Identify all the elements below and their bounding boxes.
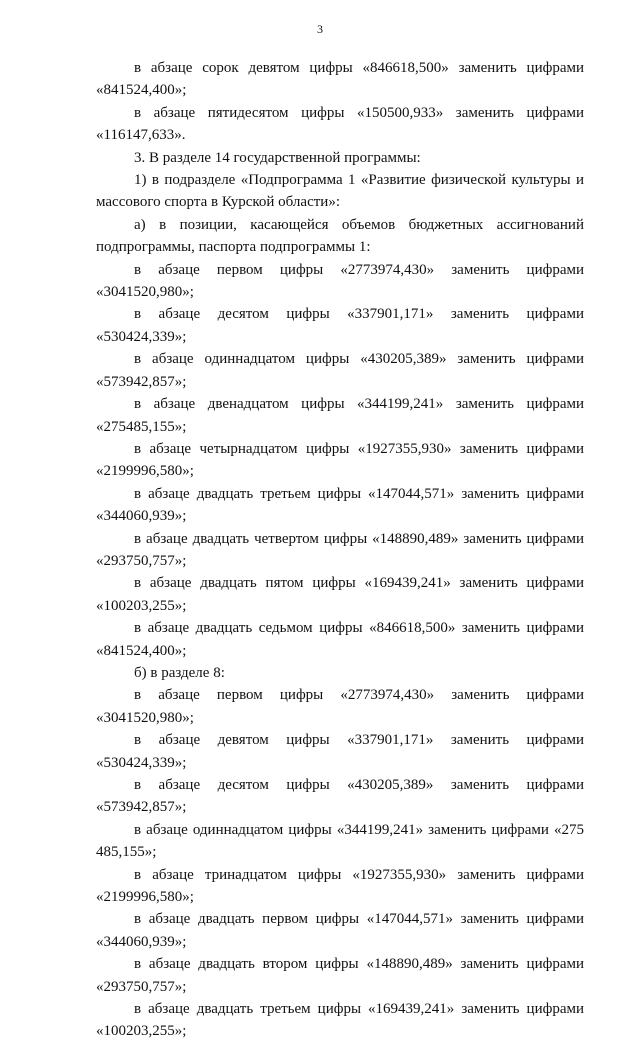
paragraph: в абзаце десятом цифры «430205,389» заменить цифрами «573942,857»; <box>96 777 584 816</box>
paragraph: в абзаце девятом цифры «337901,171» заменить цифрами «530424,339»; <box>96 732 584 771</box>
item-heading: а) в позиции, касающейся объемов бюджетных ассигнований подпрограммы, паспорта подпрограммы 1: <box>96 216 584 256</box>
paragraph: в абзаце двадцать втором цифры «148890,489» заменить цифрами «293750,757»; <box>96 956 584 995</box>
paragraph: в абзаце одиннадцатом цифры «344199,241» заменить цифрами «275 485,155»; <box>96 821 584 861</box>
paragraph: в абзаце одиннадцатом цифры «430205,389» заменить цифрами «573942,857»; <box>96 351 584 390</box>
paragraph: в абзаце двенадцатом цифры «344199,241» заменить цифрами «275485,155»; <box>96 396 584 435</box>
document-body <box>96 57 584 1043</box>
paragraph: в абзаце четырнадцатом цифры «1927355,930» заменить цифрами «2199996,580»; <box>96 440 584 480</box>
paragraph: в абзаце тринадцатом цифры «1927355,930» заменить цифрами «2199996,580»; <box>96 866 584 906</box>
paragraph: в абзаце двадцать третьем цифры «147044,571» заменить цифрами «344060,939»; <box>96 485 584 525</box>
paragraph: в абзаце сорок девятом цифры «846618,500» заменить цифрами «841524,400»; <box>96 60 584 99</box>
paragraph: в абзаце первом цифры «2773974,430» заменить цифрами «3041520,980»; <box>96 687 584 726</box>
paragraph: в абзаце десятом цифры «337901,171» заменить цифрами «530424,339»; <box>96 306 584 345</box>
paragraph: в абзаце двадцать четвертом цифры «148890,489» заменить цифрами «293750,757»; <box>96 530 584 569</box>
paragraph: в абзаце пятидесятом цифры «150500,933» заменить цифрами «116147,633». <box>96 104 584 144</box>
paragraph: в абзаце первом цифры «2773974,430» заменить цифрами «3041520,980»; <box>96 261 584 301</box>
paragraph: в абзаце двадцать третьем цифры «169439,241» заменить цифрами «100203,255»; <box>96 1001 584 1040</box>
page-number: 3 <box>317 22 323 36</box>
paragraph: в абзаце двадцать пятом цифры «169439,241» заменить цифрами «100203,255»; <box>96 575 584 614</box>
paragraph: в абзаце двадцать первом цифры «147044,571» заменить цифрами «344060,939»; <box>96 911 584 950</box>
section-heading: 3. В разделе 14 государственной программы: <box>134 149 421 166</box>
paragraph: в абзаце двадцать седьмом цифры «846618,500» заменить цифрами «841524,400»; <box>96 620 584 659</box>
item-heading: б) в разделе 8: <box>134 664 225 681</box>
subsection-heading: 1) в подразделе «Подпрограмма 1 «Развитие физической культуры и массового спорта в Курской области»: <box>96 172 584 211</box>
